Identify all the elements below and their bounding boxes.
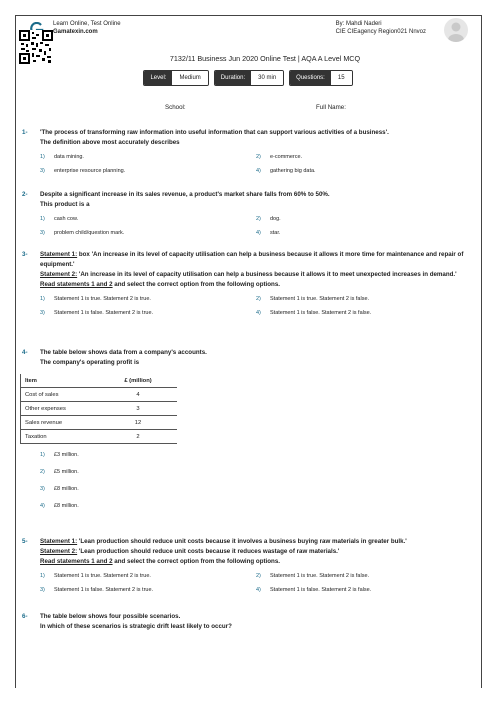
statement-text: 'Lean production should reduce unit costs because it involves a business buying raw materials in greater bulk.' — [77, 538, 407, 545]
question-5 — [22, 537, 472, 595]
level-badge — [143, 70, 208, 86]
question-3 — [22, 250, 472, 318]
option-number: 2) — [256, 296, 261, 302]
option[interactable] — [40, 571, 256, 581]
option-number: 4) — [256, 587, 261, 593]
statement-label: Statement 1: — [40, 251, 78, 258]
question-number: 1- — [22, 129, 28, 136]
instruction-text: and select the correct option from the following options. — [112, 281, 280, 288]
option-number: 2) — [256, 216, 261, 222]
option-number: 3) — [40, 310, 45, 316]
question-2 — [22, 190, 472, 238]
option[interactable] — [40, 450, 472, 460]
avatar — [444, 18, 468, 42]
option[interactable] — [40, 585, 256, 595]
statement-1 — [40, 250, 472, 270]
full-name-field[interactable]: Full Name: — [316, 104, 346, 111]
table-header-cell: Item — [21, 374, 100, 388]
question-text: The company's operating profit is — [40, 359, 140, 366]
school-field[interactable]: School: — [165, 104, 186, 111]
statement-label: Statement 2: — [40, 548, 78, 555]
question-text: In which of these scenarios is strategic drift least likely to occur? — [40, 623, 232, 630]
table-row — [21, 388, 178, 402]
option-number: 1) — [40, 296, 45, 302]
option-text: £5 million. — [54, 469, 79, 475]
table-cell: 3 — [99, 402, 177, 416]
option-number: 4) — [256, 168, 261, 174]
instruction — [40, 280, 472, 290]
data-table — [20, 374, 177, 444]
option[interactable] — [40, 294, 256, 304]
option[interactable] — [40, 228, 256, 238]
table-cell: 4 — [99, 388, 177, 402]
option-number: 2) — [256, 154, 261, 160]
option[interactable] — [256, 308, 472, 318]
table-header-row — [21, 374, 178, 388]
table-cell: 2 — [99, 430, 177, 444]
instruction-emphasis: Read statements 1 and 2 — [40, 558, 113, 565]
option[interactable] — [256, 571, 472, 581]
option-text: Statement 1 is true. Statement 2 is true. — [54, 296, 151, 302]
test-title: 7132/11 Business Jun 2020 Online Test | AQA A Level MCQ — [169, 54, 361, 63]
test-info-badges — [0, 70, 496, 86]
option-text: e-commerce. — [270, 154, 303, 160]
instruction-text: and select the correct option from the following options. — [112, 558, 280, 565]
option-number: 3) — [40, 168, 45, 174]
question-text: Despite a significant increase in its sales revenue, a product's market share falls from 60% to 50%. — [40, 191, 330, 198]
qr-code-icon — [19, 30, 53, 64]
question-4 — [22, 348, 472, 511]
option-text: Statement 1 is true. Statement 2 is false. — [270, 573, 370, 579]
option-text: data mining. — [54, 154, 84, 160]
question-text: The definition above most accurately describes — [40, 139, 180, 146]
site-link[interactable]: Gamatexin.com — [53, 29, 98, 35]
statement-label: Statement 2: — [40, 271, 78, 278]
statement-label: Statement 1: — [40, 538, 78, 545]
option[interactable] — [256, 585, 472, 595]
question-number: 4- — [22, 349, 28, 356]
option-number: 2) — [40, 469, 45, 475]
option-text: dog. — [270, 216, 281, 222]
table-cell: Cost of sales — [21, 388, 100, 402]
option-text: Statement 1 is true. Statement 2 is true. — [54, 573, 151, 579]
statement-1 — [40, 537, 472, 547]
statement-2 — [40, 547, 472, 557]
table-cell: 12 — [99, 416, 177, 430]
option-text: cash cow. — [54, 216, 79, 222]
option-number: 1) — [40, 154, 45, 160]
option-number: 4) — [40, 503, 45, 509]
badge-key: Questions: — [290, 71, 331, 85]
option-number: 4) — [256, 310, 261, 316]
option-text: £8 million. — [54, 503, 79, 509]
option[interactable] — [256, 294, 472, 304]
statement-text: 'An increase in its level of capacity utilisation can help a business because it allows it to meet unexpected increases in demand.' — [77, 271, 457, 278]
duration-badge — [214, 70, 284, 86]
badge-value: 15 — [331, 71, 352, 85]
table-cell: Sales revenue — [21, 416, 100, 430]
table-header-cell: £ (million) — [99, 374, 177, 388]
question-text: This product is a — [40, 201, 90, 208]
badge-value: 30 min — [251, 71, 283, 85]
option-text: Statement 1 is false. Statement 2 is true. — [54, 310, 154, 316]
badge-key: Duration: — [215, 71, 251, 85]
badge-value: Medium — [172, 71, 207, 85]
option-number: 1) — [40, 452, 45, 458]
table-row — [21, 430, 178, 444]
option[interactable] — [256, 228, 472, 238]
option-number: 4) — [256, 230, 261, 236]
table-row — [21, 402, 178, 416]
table-row — [21, 416, 178, 430]
option-number: 3) — [40, 230, 45, 236]
question-1 — [22, 128, 472, 176]
statement-text: box 'An increase in its level of capacity utilisation can help a business because it allows it more time for maintenance and repair of equipment.' — [40, 251, 464, 268]
question-6 — [22, 612, 472, 632]
question-number: 3- — [22, 251, 28, 258]
option-text: star. — [270, 230, 281, 236]
author-name: By: Mahdi Naderi — [335, 21, 382, 27]
questions-badge — [289, 70, 352, 86]
option[interactable] — [256, 214, 472, 224]
option-text: Statement 1 is false. Statement 2 is true. — [54, 587, 154, 593]
option-text: gathering big data. — [270, 168, 316, 174]
option-text: Statement 1 is false. Statement 2 is false. — [270, 587, 372, 593]
question-text: 'The process of transforming raw information into useful information that can support various activities of a business'. — [40, 129, 389, 136]
option[interactable] — [40, 308, 256, 318]
site-branding — [53, 20, 121, 36]
author-org: CIE CIEagency Region021 Nnvoz — [335, 29, 426, 35]
option-text: enterprise resource planning. — [54, 168, 126, 174]
option-text: £3 million. — [54, 452, 79, 458]
option-number: 3) — [40, 486, 45, 492]
option-number: 3) — [40, 587, 45, 593]
table-cell: Taxation — [21, 430, 100, 444]
option[interactable] — [40, 214, 256, 224]
option-text: £8 million. — [54, 486, 79, 492]
author-info — [336, 20, 426, 36]
question-text: The table below shows data from a company's accounts. — [40, 349, 207, 356]
question-number: 5- — [22, 538, 28, 545]
option[interactable] — [40, 467, 472, 477]
statement-2 — [40, 270, 472, 280]
table-cell: Other expenses — [21, 402, 100, 416]
question-number: 2- — [22, 191, 28, 198]
instruction-emphasis: Read statements 1 and 2 — [40, 281, 113, 288]
option[interactable] — [256, 166, 472, 176]
option[interactable] — [40, 152, 256, 162]
option-text: Statement 1 is true. Statement 2 is false. — [270, 296, 370, 302]
option[interactable] — [40, 166, 256, 176]
option[interactable] — [40, 501, 472, 511]
option[interactable] — [40, 484, 472, 494]
question-number: 6- — [22, 613, 28, 620]
question-text: The table below shows four possible scenarios. — [40, 613, 181, 620]
instruction — [40, 557, 472, 567]
statement-text: 'Lean production should reduce unit costs because it reduces wastage of raw materials.' — [77, 548, 340, 555]
option-text: problem child/question mark. — [54, 230, 125, 236]
tagline: Learn Online, Test Online — [53, 21, 121, 27]
option-number: 1) — [40, 216, 45, 222]
option-number: 1) — [40, 573, 45, 579]
option-number: 2) — [256, 573, 261, 579]
option-text: Statement 1 is false. Statement 2 is false. — [270, 310, 372, 316]
option[interactable] — [256, 152, 472, 162]
badge-key: Level: — [144, 71, 172, 85]
